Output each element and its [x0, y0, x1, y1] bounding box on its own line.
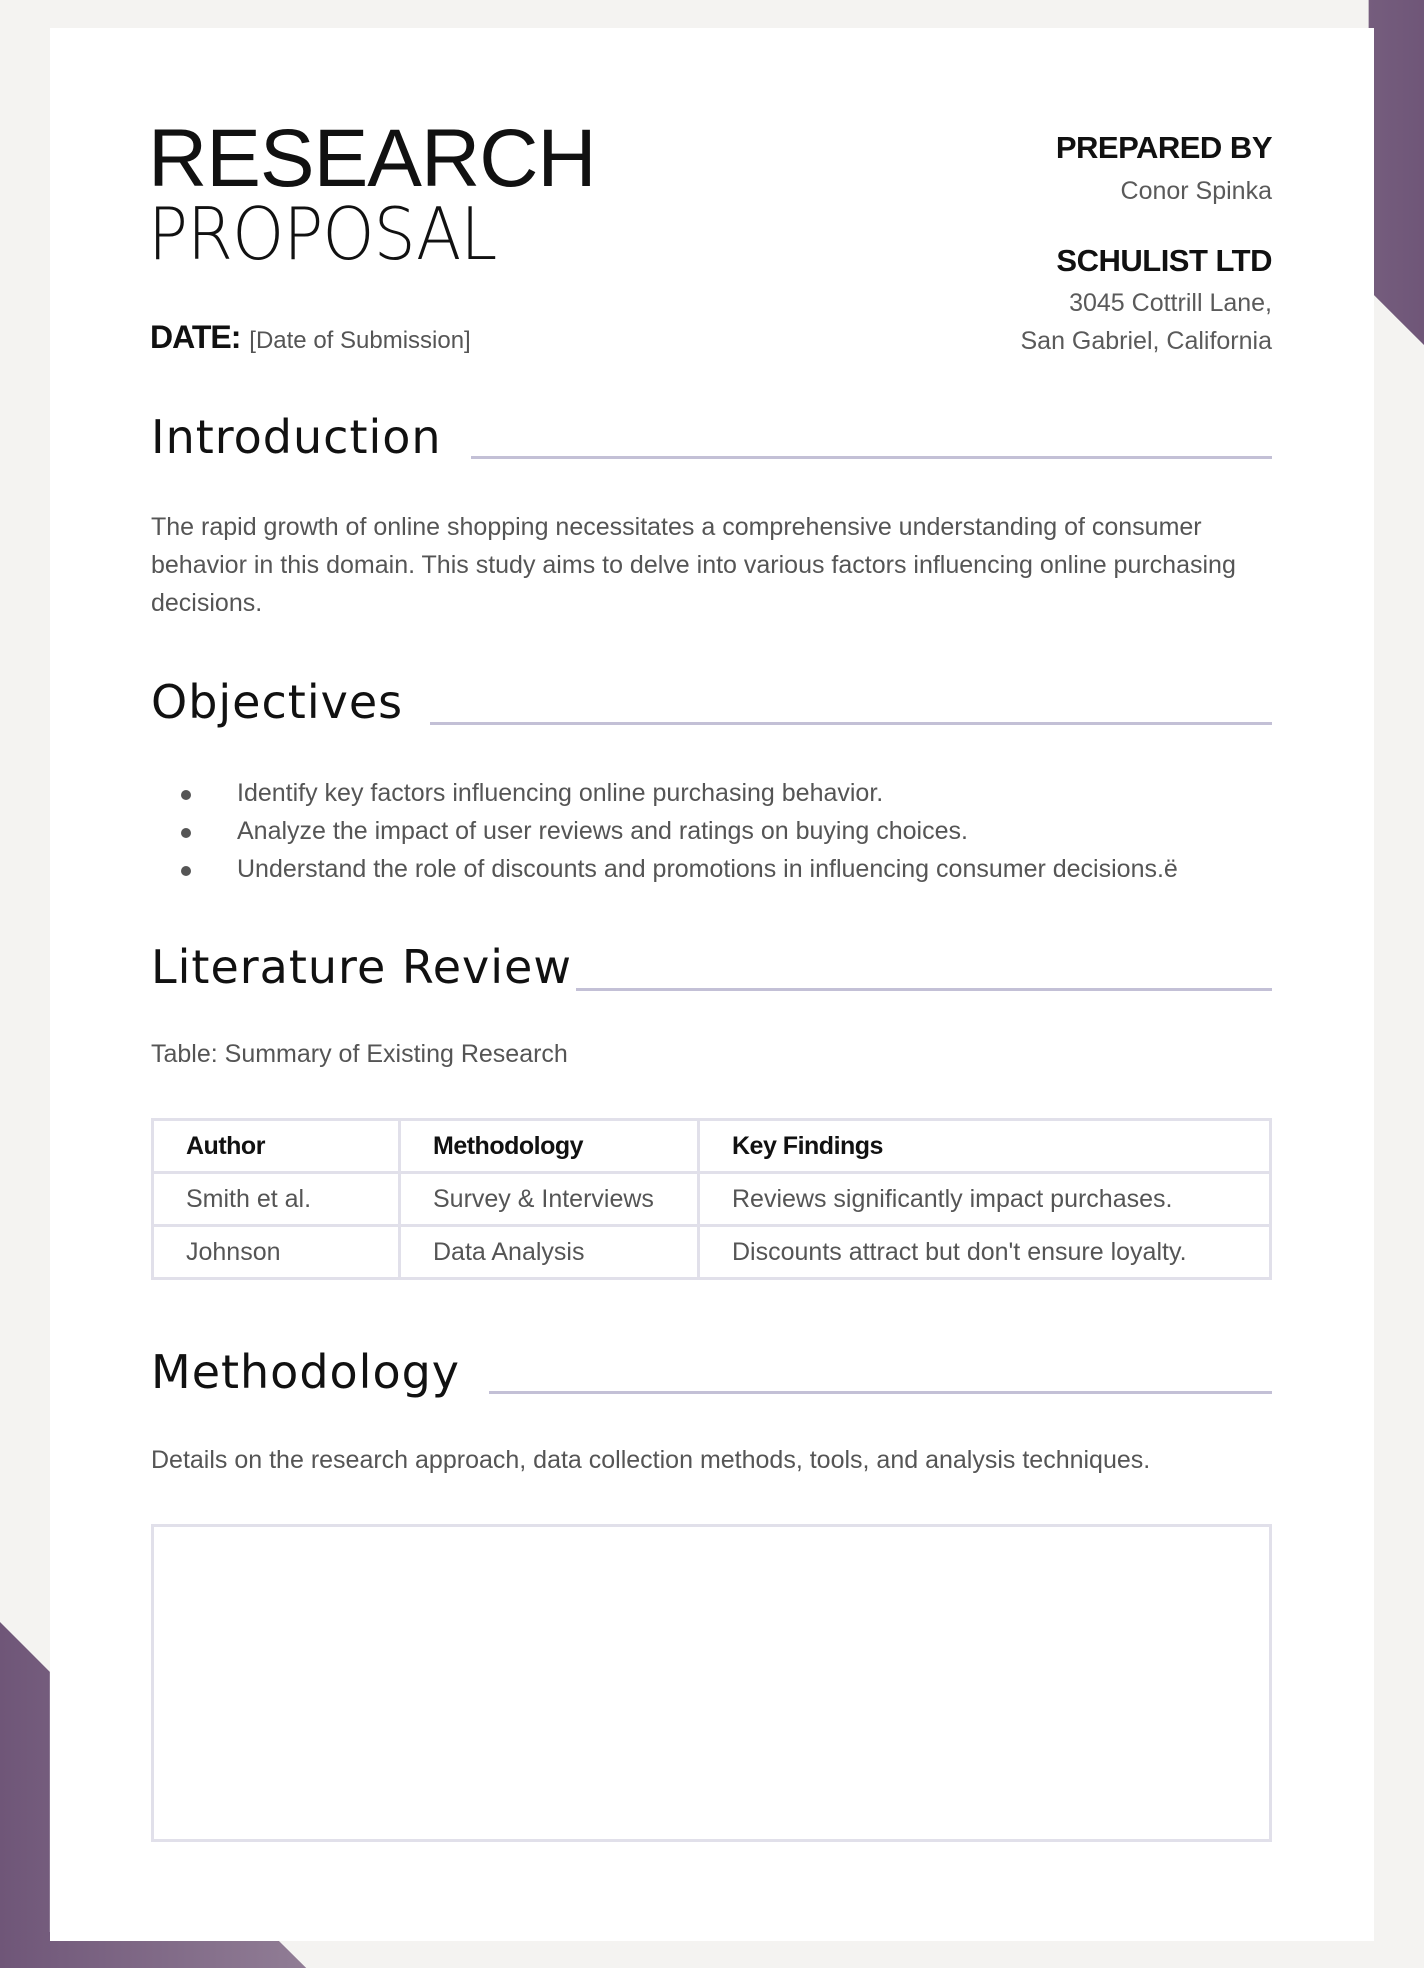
heading-rule: [430, 722, 1272, 725]
bullet-icon: [181, 828, 191, 838]
table-row: [153, 1226, 1271, 1279]
bullet-icon: [181, 866, 191, 876]
cell-author: Johnson: [153, 1226, 400, 1279]
column-header-methodology: Methodology: [400, 1120, 699, 1173]
bullet-icon: [181, 790, 191, 800]
heading-rule: [471, 456, 1272, 459]
literature-table: [151, 1118, 1272, 1280]
cell-key-findings: Discounts attract but don't ensure loyalty.: [699, 1226, 1271, 1279]
heading-methodology: Methodology: [151, 1345, 461, 1399]
heading-objectives: Objectives: [151, 675, 404, 729]
list-item: Identify key factors influencing online purchasing behavior.: [151, 774, 1281, 812]
list-item: Understand the role of discounts and promotions in influencing consumer decisions.ë: [151, 850, 1281, 888]
column-header-key-findings: Key Findings: [699, 1120, 1271, 1173]
address-line-1: 3045 Cottrill Lane,: [1069, 289, 1272, 317]
cell-author: Smith et al.: [153, 1173, 400, 1226]
heading-rule: [576, 988, 1272, 991]
company-name: SCHULIST LTD: [1056, 243, 1272, 278]
address-line-2: San Gabriel, California: [1020, 327, 1272, 355]
date-line: [150, 320, 471, 355]
table-caption: Table: Summary of Existing Research: [151, 1040, 568, 1068]
cell-methodology: Survey & Interviews: [400, 1173, 699, 1226]
methodology-content-box: [151, 1524, 1272, 1842]
title-research: RESEARCH: [148, 113, 596, 204]
objectives-list: [151, 774, 1281, 888]
cell-key-findings: Reviews significantly impact purchases.: [699, 1173, 1271, 1226]
heading-rule: [489, 1391, 1272, 1394]
table-header-row: [153, 1120, 1271, 1173]
column-header-author: Author: [153, 1120, 400, 1173]
table-row: [153, 1173, 1271, 1226]
heading-literature-review: Literature Review: [151, 940, 572, 994]
prepared-by-label: PREPARED BY: [1055, 130, 1272, 165]
date-label: DATE:: [150, 319, 241, 355]
date-value: [Date of Submission]: [249, 327, 471, 354]
title-proposal: PROPOSAL: [148, 192, 497, 276]
introduction-text: The rapid growth of online shopping necessitates a comprehensive understanding of consumer behavior in this domain. This study aims to delve into various factors influencing online purchasing decisions.: [151, 513, 1236, 617]
list-item: Analyze the impact of user reviews and ratings on buying choices.: [151, 812, 1281, 850]
methodology-text: Details on the research approach, data collection methods, tools, and analysis techniques.: [151, 1446, 1151, 1474]
prepared-by-name: Conor Spinka: [1120, 177, 1272, 205]
cell-methodology: Data Analysis: [400, 1226, 699, 1279]
heading-introduction: Introduction: [151, 410, 442, 464]
